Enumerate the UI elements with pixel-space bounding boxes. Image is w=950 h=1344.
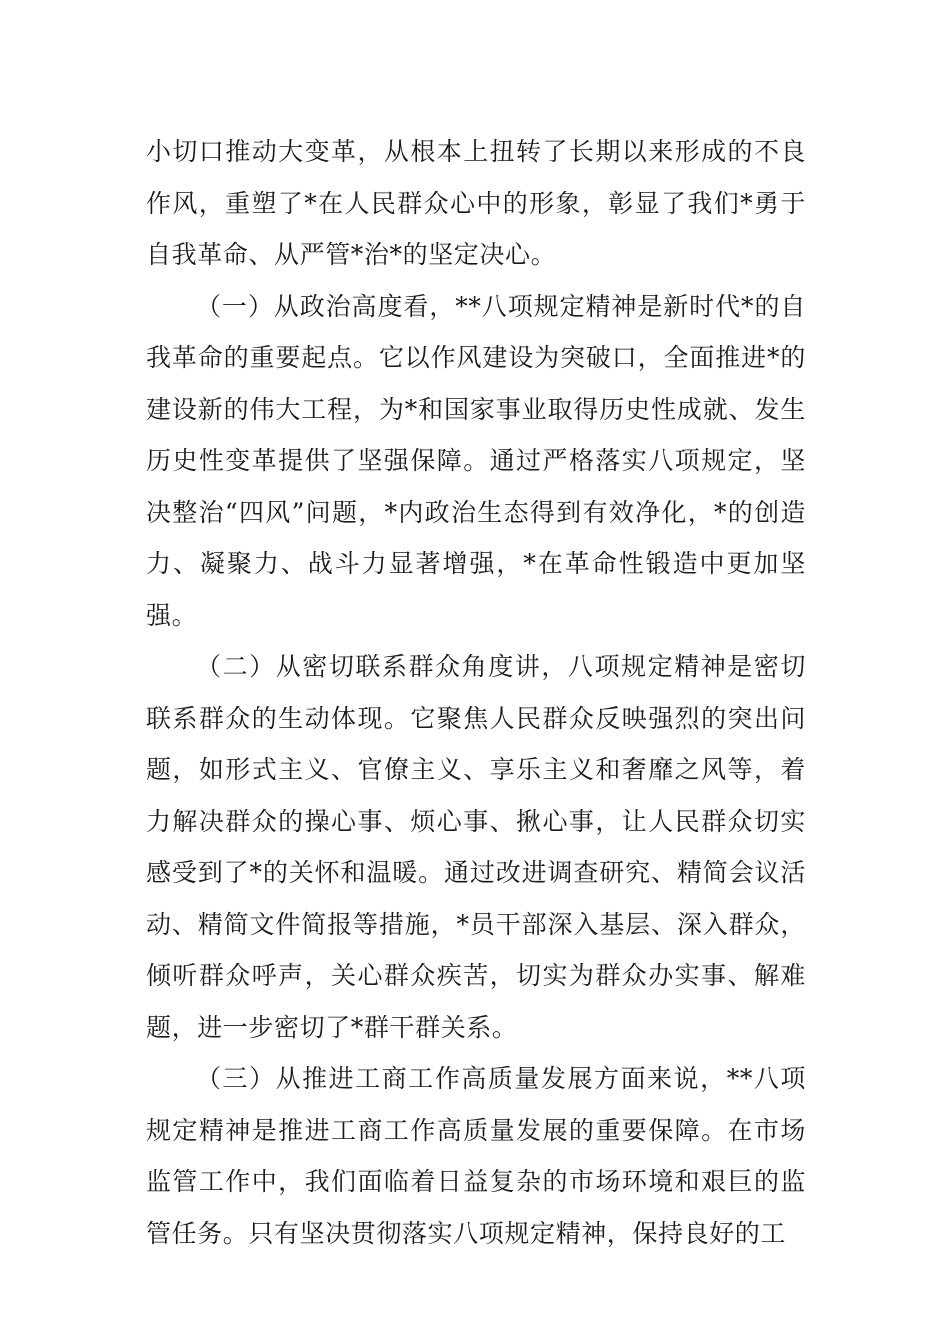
document-body — [146, 126, 806, 1259]
paragraph-political-perspective: （一）从政治高度看，**八项规定精神是新时代*的自我革命的重要起点。它以作风建设为突破口，全面推进*的建设新的伟大工程，为*和国家事业取得历史性成就、发生历史性变革提供了坚强保障。通过严格落实八项规定，坚决整治“四风”问题，*内政治生态得到有效净化，*的创造力、凝聚力、战斗力显著增强，*在革命性锻造中更加坚强。 — [146, 291, 806, 630]
paragraph-masses-perspective: （二）从密切联系群众角度讲，八项规定精神是密切联系群众的生动体现。它聚焦人民群众反映强烈的突出问题，如形式主义、官僚主义、享乐主义和奢靡之风等，着力解决群众的操心事、烦心事、揪心事，让人民群众切实感受到了*的关怀和温暖。通过改进调查研究、精简会议活动、精简文件简报等措施，*员干部深入基层、深入群众，倾听群众呼声，关心群众疾苦，切实为群众办实事、解难题，进一步密切了*群干群关系。 — [146, 652, 806, 1042]
paragraph-continuation: 小切口推动大变革，从根本上扭转了长期以来形成的不良作风，重塑了*在人民群众心中的形象，彰显了我们*勇于自我革命、从严管*治*的坚定决心。 — [146, 137, 806, 269]
paragraph-development-perspective: （三）从推进工商工作高质量发展方面来说，**八项规定精神是推进工商工作高质量发展的重要保障。在市场监管工作中，我们面临着日益复杂的市场环境和艰巨的监管任务。只有坚决贯彻落实八项规定精神，保持良好的工 — [146, 1064, 806, 1248]
